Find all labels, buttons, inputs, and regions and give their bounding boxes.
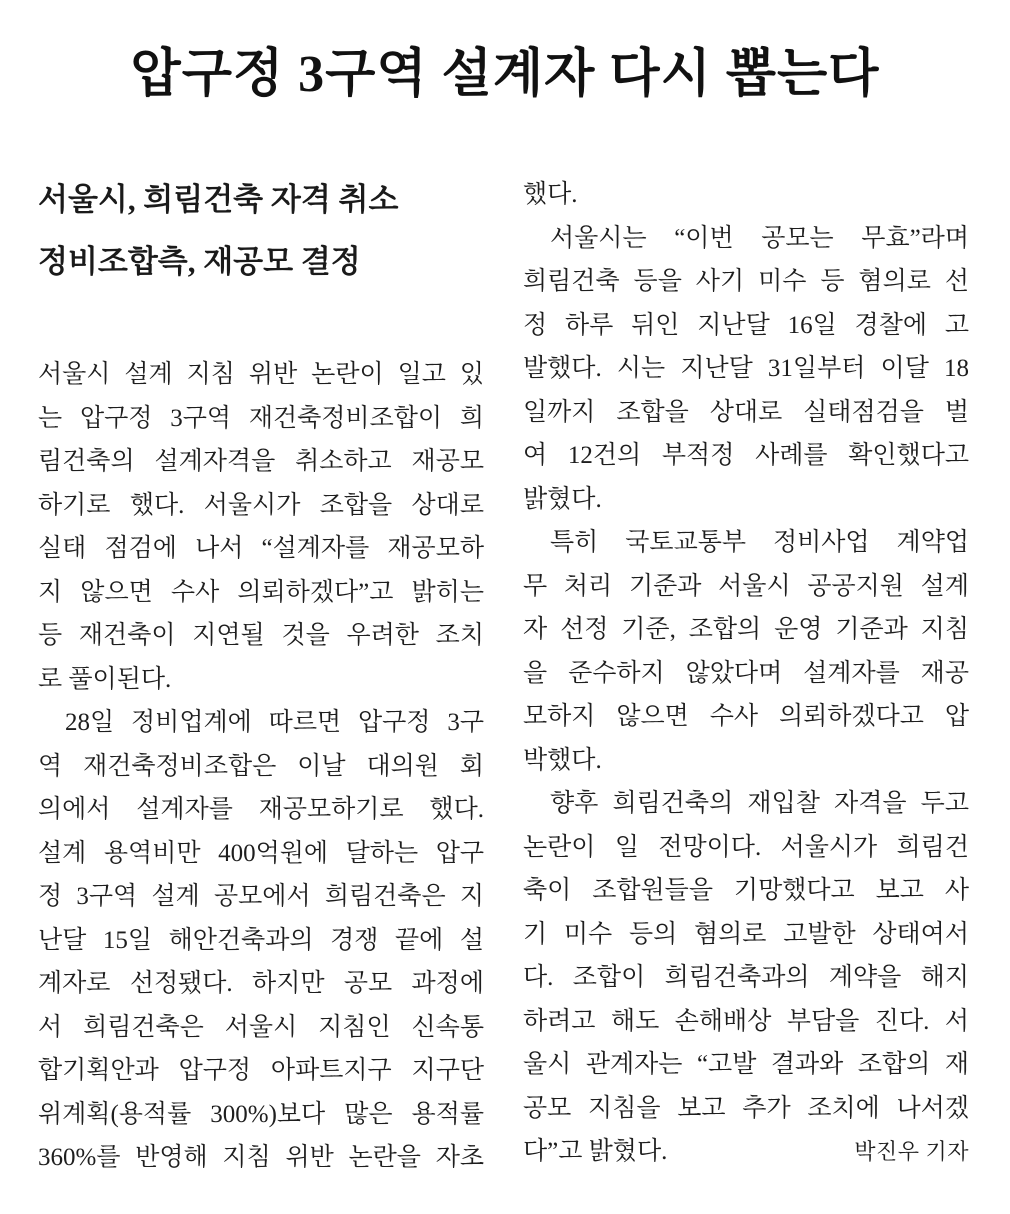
body-line: 28일 정비업계에 따르면 압구정 3구: [65, 709, 484, 736]
body-line: 360%를 반영해 지침 위반 논란을 자초: [38, 1144, 484, 1171]
body-line: 여 12건의 부적정 사례를 확인했다고: [523, 442, 969, 469]
body-line: 는 압구정 3구역 재건축정비조합이 희: [38, 404, 484, 432]
byline: 박진우 기자: [854, 1139, 969, 1164]
body-line: 등 재건축이 지연될 것을 우려한 조치: [38, 622, 484, 649]
body-line: 박했다.: [523, 746, 602, 774]
headline: 압구정 3구역 설계자 다시 뽑는다: [130, 46, 880, 103]
body-line: 서 희림건축은 서울시 지침인 신속통: [38, 1013, 484, 1041]
body-line: 향후 희림건축의 재입찰 자격을 두고: [550, 790, 969, 817]
closing-line: [523, 1130, 969, 1174]
body-line: 실태 점검에 나서 “설계자를 재공모하: [38, 535, 484, 562]
body-line: 위계획(용적률 300%)보다 많은 용적률: [38, 1100, 484, 1128]
body-line: 일까지 조합을 상대로 실태점검을 벌: [523, 398, 969, 426]
body-line: 특히 국토교통부 정비사업 계약업: [550, 529, 969, 556]
body-line: 발했다. 시는 지난달 31일부터 이달 18: [523, 355, 969, 382]
body-line: 설계 용역비만 400억원에 달하는 압구: [38, 839, 484, 867]
body-line: 다. 조합이 희림건축과의 계약을 해지: [523, 964, 969, 991]
body-line: 서울시 설계 지침 위반 논란이 일고 있: [38, 361, 484, 388]
body-line: 하기로 했다. 서울시가 조합을 상대로: [38, 491, 484, 519]
body-line: 논란이 일 전망이다. 서울시가 희림건: [523, 833, 969, 861]
body-line: 기 미수 등의 혐의로 고발한 상태여서: [523, 920, 969, 948]
body-line: 하려고 해도 손해배상 부담을 진다. 서: [523, 1007, 969, 1035]
body-line: 로 풀이된다.: [38, 665, 172, 693]
body-line: 했다.: [523, 181, 578, 208]
body-line: 림건축의 설계자격을 취소하고 재공모: [38, 448, 484, 475]
body-line: 무 처리 기준과 서울시 공공지원 설계: [523, 572, 969, 600]
body-line: 지 않으면 수사 의뢰하겠다”고 밝히는: [38, 578, 484, 606]
body-line: 다”고 밝혔다.: [523, 1138, 668, 1165]
body-line: 자 선정 기준, 조합의 운영 기준과 지침: [523, 616, 969, 643]
body-line: 밝혔다.: [523, 485, 602, 513]
body-line: 희림건축 등을 사기 미수 등 혐의로 선: [523, 268, 969, 295]
body-line: 공모 지침을 보고 추가 조치에 나서겠: [523, 1094, 969, 1122]
body-line: 정 하루 뒤인 지난달 16일 경찰에 고: [523, 311, 969, 339]
body-line: 난달 15일 해안건축과의 경쟁 끝에 설: [38, 926, 484, 954]
body-line: 의에서 설계자를 재공모하기로 했다.: [38, 796, 484, 823]
body-line: 울시 관계자는 “고발 결과와 조합의 재: [523, 1051, 969, 1078]
body-line: 정 3구역 설계 공모에서 희림건축은 지: [38, 883, 484, 910]
subheadline: 정비조합측, 재공모 결정: [38, 244, 361, 279]
article-column-left: [38, 353, 484, 1180]
body-line: 계자로 선정됐다. 하지만 공모 과정에: [38, 970, 484, 997]
body-line: 합기획안과 압구정 아파트지구 지구단: [38, 1057, 484, 1084]
body-line: 서울시는 “이번 공모는 무효”라며: [550, 224, 969, 252]
body-line: 모하지 않으면 수사 의뢰하겠다고 압: [523, 703, 969, 730]
subheadline: 서울시, 희림건축 자격 취소: [38, 182, 399, 217]
body-line: 을 준수하지 않았다며 설계자를 재공: [523, 659, 969, 687]
body-line: 역 재건축정비조합은 이날 대의원 회: [38, 752, 484, 780]
body-line: 축이 조합원들을 기망했다고 보고 사: [523, 877, 969, 904]
article-column-right: [523, 173, 969, 1174]
